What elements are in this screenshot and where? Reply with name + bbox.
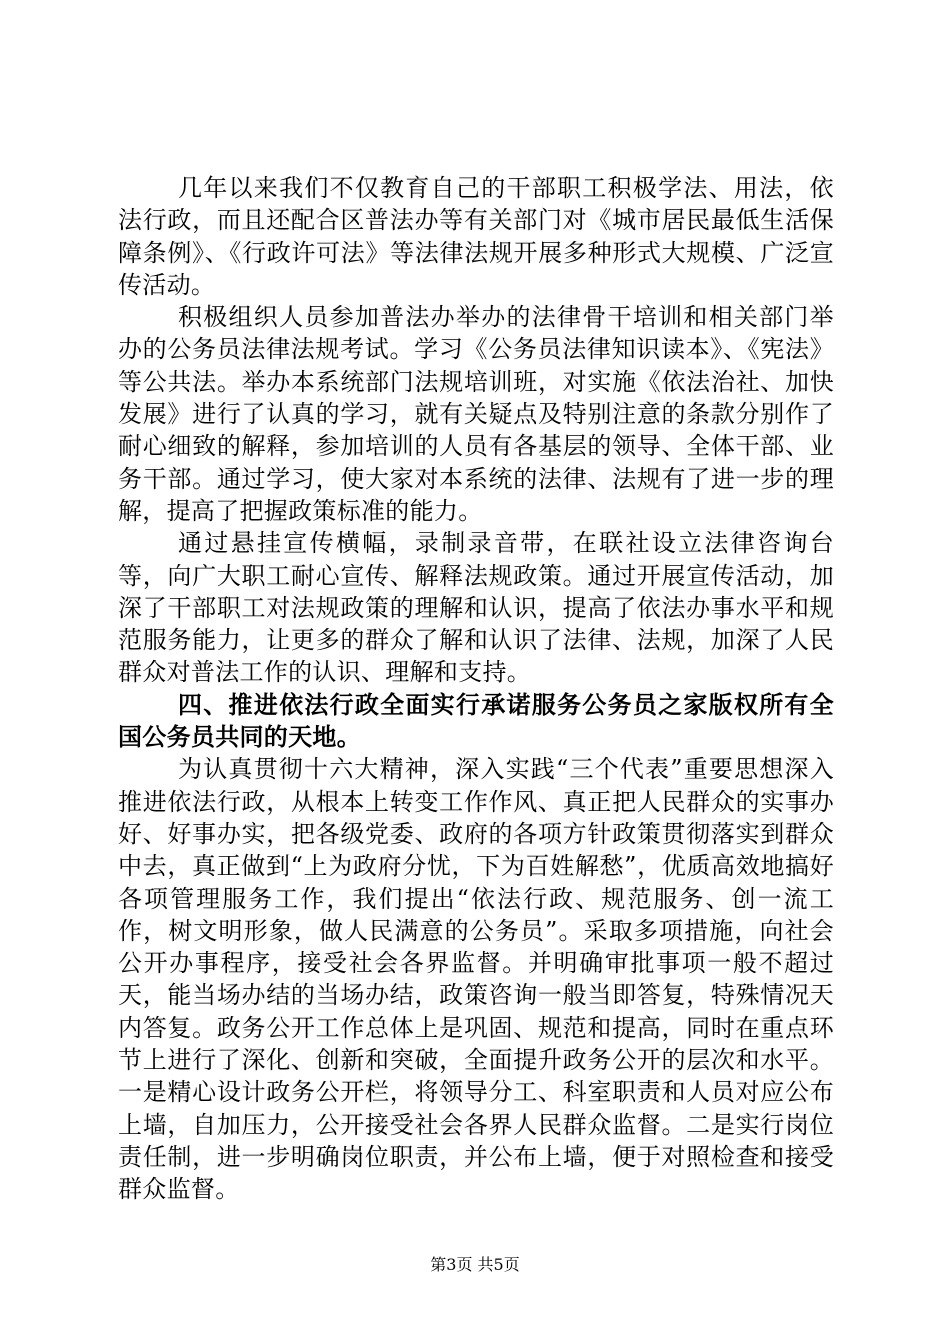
paragraph-1: 几年以来我们不仅教育自己的干部职工积极学法、用法，依法行政，而且还配合区普法办等有关部门对《城市居民最低生活保障条例》、《行政许可法》等法律法规开展多种形式大规模、广泛宣传活动。 <box>118 174 834 299</box>
paragraph-2: 积极组织人员参加普法办举办的法律骨干培训和相关部门举办的公务员法律法规考试。学习《公务员法律知识读本》、《宪法》等公共法。举办本系统部门法规培训班，对实施《依法治社、加快发展》进行了认真的学习，就有关疑点及特别注意的条款分别作了耐心细致的解释，参加培训的人员有各基层的领导、全体干部、业务干部。通过学习，使大家对本系统的法律、法规有了进一步的理解，提高了把握政策标准的能力。 <box>118 303 834 525</box>
section-heading: 四、推进依法行政全面实行承诺服务公务员之家版权所有全国公务员共同的天地。 <box>118 690 834 752</box>
page-footer: 第3页 共5页 <box>430 1255 520 1274</box>
paragraph-3: 通过悬挂宣传横幅，录制录音带，在联社设立法律咨询台等，向广大职工耐心宣传、解释法规政策。通过开展宣传活动，加深了干部职工对法规政策的理解和认识，提高了依法办事水平和规范服务能力，让更多的群众了解和认识了法律、法规，加深了人民群众对普法工作的认识、理解和支持。 <box>118 529 834 687</box>
document-body <box>118 172 834 1206</box>
paragraph-4: 为认真贯彻十六大精神，深入实践“三个代表”重要思想深入推进依法行政，从根本上转变工作作风、真正把人民群众的实事办好、好事办实，把各级党委、政府的各项方针政策贯彻落实到群众中去，真正做到“上为政府分忧，下为百姓解愁”，优质高效地搞好各项管理服务工作，我们提出“依法行政、规范服务、创一流工作，树文明形象，做人民满意的公务员”。采取多项措施，向社会公开办事程序，接受社会各界监督。并明确审批事项一般不超过天，能当场办结的当场办结，政策咨询一般当即答复，特殊情况天内答复。政务公开工作总体上是巩固、规范和提高，同时在重点环节上进行了深化、创新和突破，全面提升政务公开的层次和水平。一是精心设计政务公开栏，将领导分工、科室职责和人员对应公布上墙，自加压力，公开接受社会各界人民群众监督。二是实行岗位责任制，进一步明确岗位职责，并公布上墙，便于对照检查和接受群众监督。 <box>118 755 834 1204</box>
